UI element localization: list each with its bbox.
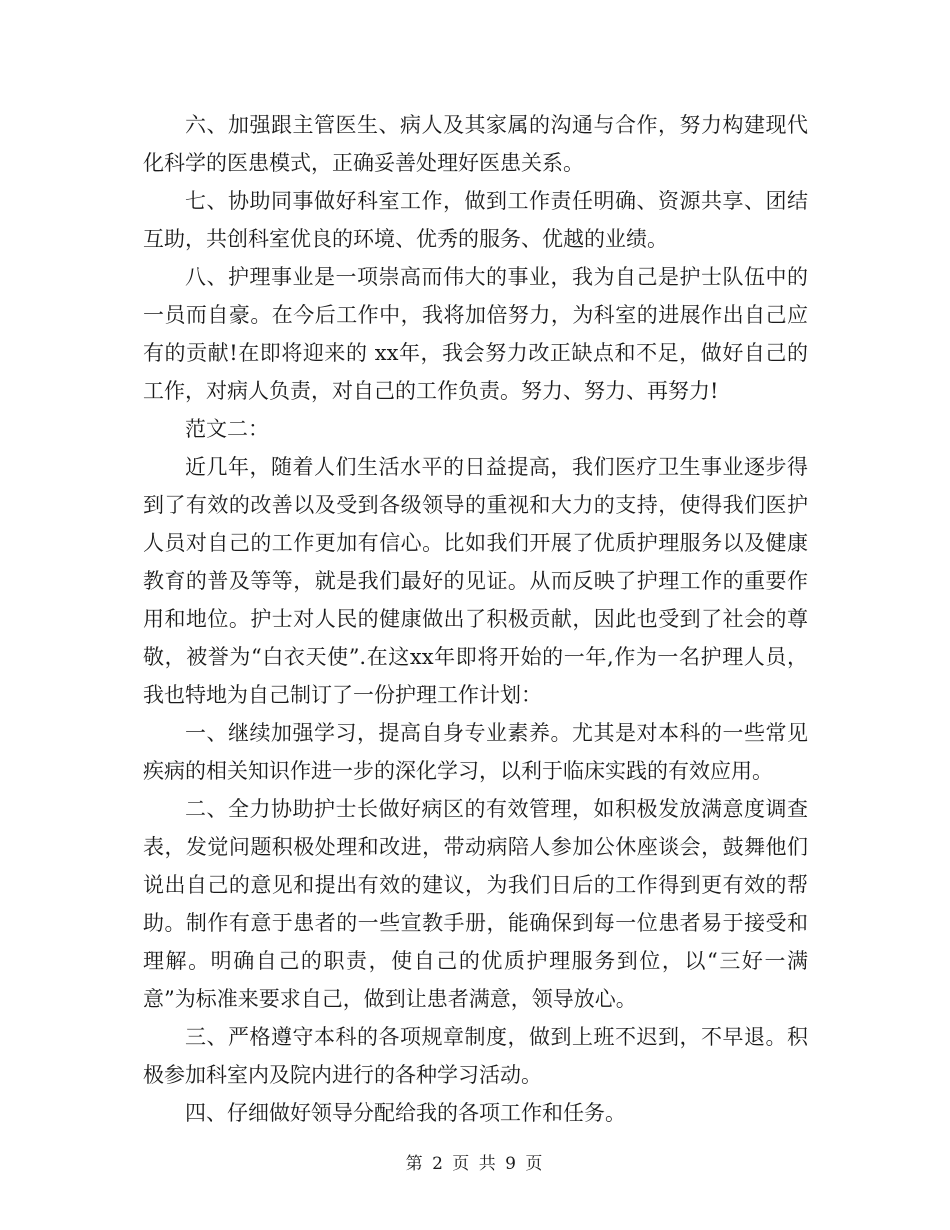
section-heading-sample-two: 范文二： — [185, 417, 269, 441]
paragraph-two: 二、全力协助护士长做好病区的有效管理，如积极发放满意度调查表，发觉问题积极处理和改进，带动病陪人参加公休座谈会，鼓舞他们说出自己的意见和提出有效的建议，为我们日后的工作得到更有效的帮助。制作有意于患者的一些宣教手册，能确保到每一位患者易于接受和理解。明确自己的职责，使自己的优质护理服务到位，以“三好一满意”为标准来要求自己，做到让患者满意，领导放心。 — [143, 797, 808, 1011]
paragraph-intro: 近几年，随着人们生活水平的日益提高，我们医疗卫生事业逐步得到了有效的改善以及受到各级领导的重视和大力的支持，使得我们医护人员对自己的工作更加有信心。比如我们开展了优质护理服务以及健康教育的普及等等，就是我们最好的见证。从而反映了护理工作的重要作用和地位。护士对人民的健康做出了积极贡献，因此也受到了社会的尊敬，被誉为“白衣天使”.在这xx年即将开始的一年,作为一名护理人员，我也特地为自己制订了一份护理工作计划： — [143, 455, 808, 707]
page-number-footer: 第 2 页 共 9 页 — [405, 1154, 545, 1174]
paragraph-three: 三、严格遵守本科的各项规章制度，做到上班不迟到，不早退。积极参加科室内及院内进行的各种学习活动。 — [143, 1025, 808, 1087]
document-body — [143, 106, 808, 1132]
paragraph-eight: 八、护理事业是一项崇高而伟大的事业，我为自己是护士队伍中的一员而自豪。在今后工作中，我将加倍努力，为科室的进展作出自己应有的贡献!在即将迎来的 xx年，我会努力改正缺点和不足，做好自己的工作，对病人负责，对自己的工作负责。努力、努力、再努力! — [143, 265, 808, 403]
paragraph-four: 四、仔细做好领导分配给我的各项工作和任务。 — [185, 1101, 626, 1125]
paragraph-seven: 七、协助同事做好科室工作，做到工作责任明确、资源共享、团结互助，共创科室优良的环境、优秀的服务、优越的业绩。 — [143, 189, 808, 251]
paragraph-one: 一、继续加强学习，提高自身专业素养。尤其是对本科的一些常见疾病的相关知识作进一步的深化学习，以利于临床实践的有效应用。 — [143, 721, 808, 783]
paragraph-six: 六、加强跟主管医生、病人及其家属的沟通与合作，努力构建现代化科学的医患模式，正确妥善处理好医患关系。 — [143, 113, 808, 175]
